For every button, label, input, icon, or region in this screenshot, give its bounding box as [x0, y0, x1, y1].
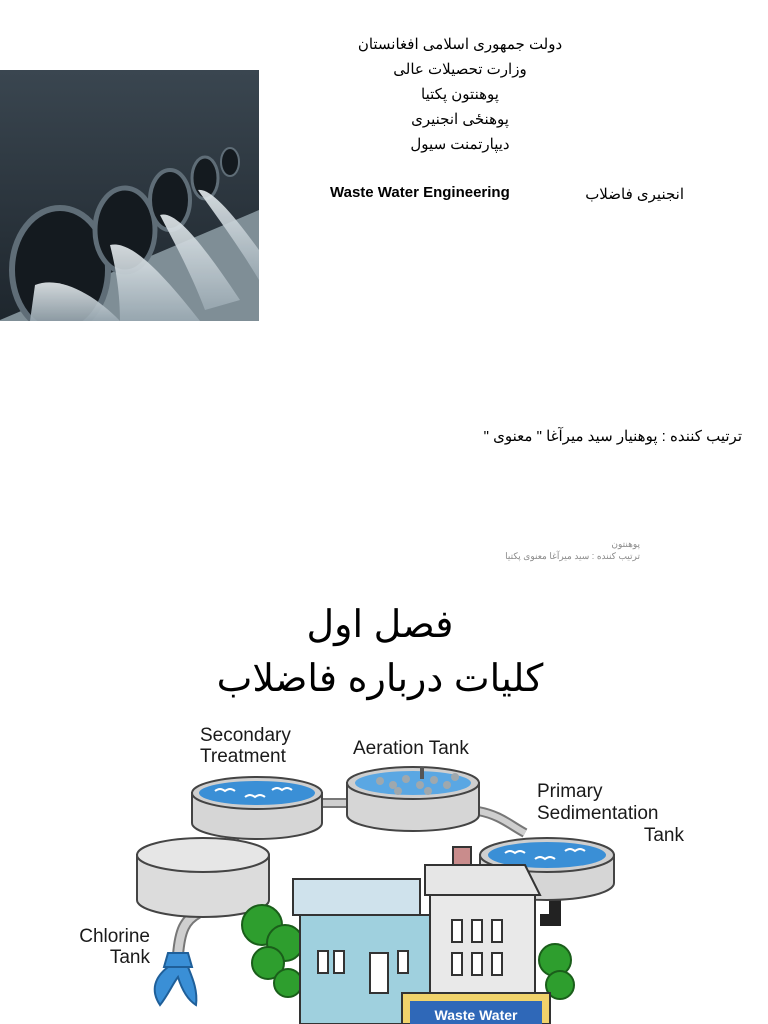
course-title-persian: انجنیری فاضلاب: [585, 186, 684, 203]
label-primary-line3: Tank: [643, 825, 684, 846]
header-line-faculty: پوهنځی انجنیری: [411, 111, 509, 128]
chapter-subtitle: کلیات درباره فاضلاب: [216, 658, 544, 700]
treatment-plant-diagram: [0, 715, 768, 1024]
sewage-pipes-photo: [0, 70, 259, 321]
chlorine-tank: [137, 838, 269, 917]
waste-water-sign: [402, 993, 550, 1024]
label-aeration-tank: Aeration Tank: [353, 738, 469, 759]
label-secondary-line1: Secondary: [200, 725, 291, 746]
footer-line-university: پوهنتون: [611, 539, 640, 549]
header-line-department: دیپارتمنت سیول: [410, 136, 510, 153]
course-title-english: Waste Water Engineering: [330, 184, 510, 201]
label-primary-line2: Sedimentation: [537, 803, 659, 824]
label-chlorine-line2: Tank: [109, 947, 150, 968]
waste-water-label: Waste Water: [434, 1007, 518, 1023]
header-line-government: دولت جمهوری اسلامی افغانستان: [357, 36, 563, 53]
label-chlorine-line1: Chlorine: [79, 926, 150, 947]
compiler-credit: ترتیب کننده : پوهنیار سید میرآغا " معنوی ": [483, 428, 742, 445]
header-line-ministry: وزارت تحصیلات عالی: [393, 61, 527, 78]
label-primary-line1: Primary: [537, 781, 603, 802]
aeration-tank: [347, 767, 479, 831]
institution-header: [320, 32, 600, 157]
page-footer: [455, 538, 640, 562]
header-line-university: پوهنتون پکتیا: [421, 86, 499, 103]
label-secondary-line2: Treatment: [200, 746, 286, 767]
secondary-treatment-tank: [192, 777, 322, 839]
footer-line-compiler: ترتیب کننده : سید میرآغا معنوی پکتیا: [505, 551, 640, 561]
chapter-heading: [180, 598, 580, 706]
chapter-title: فصل اول: [306, 604, 454, 646]
chlorine-outflow-splash: [155, 953, 197, 1005]
